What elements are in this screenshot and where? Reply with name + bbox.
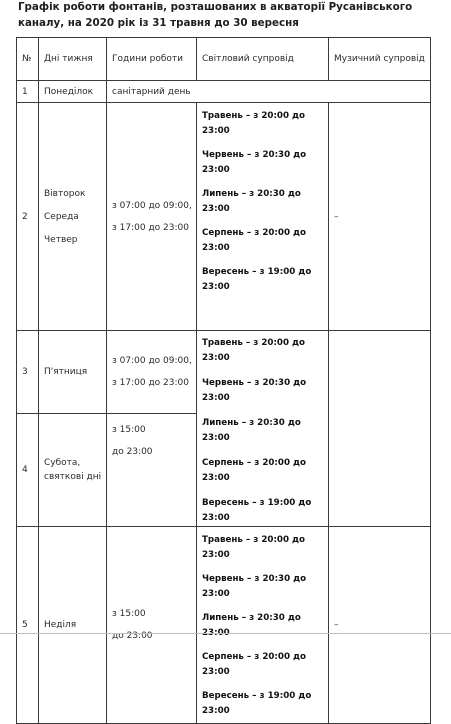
row-number: 2: [17, 103, 39, 331]
light-line: Липень – з 20:30 до 23:00: [202, 613, 301, 638]
row-music-empty: [329, 331, 431, 527]
day-name: Вівторок: [44, 188, 86, 199]
row-hours: [107, 527, 197, 724]
hours-line: з 15:00: [112, 609, 146, 619]
row-number: 4: [17, 413, 39, 526]
row-hours: [107, 413, 197, 526]
table-row: [17, 103, 431, 331]
light-line: Травень – з 20:00 до 23:00: [202, 535, 306, 560]
row-hours: [107, 331, 197, 414]
table-row: [17, 81, 431, 103]
row-light: [197, 331, 329, 527]
light-line: Червень – з 20:30 до 23:00: [202, 150, 307, 175]
light-line: Серпень – з 20:00 до 23:00: [202, 458, 307, 483]
hours-line: до 23:00: [112, 446, 153, 457]
row-music: –: [329, 103, 431, 331]
row-light: [197, 527, 329, 724]
header-light: Світловий супровід: [197, 38, 329, 81]
hours-line: з 07:00 до 09:00,: [112, 200, 192, 211]
day-name: Четвер: [44, 234, 78, 245]
light-line: Травень – з 20:00 до 23:00: [202, 338, 306, 363]
table-header-row: [17, 38, 431, 81]
header-music: Музичний супровід: [329, 38, 431, 81]
light-line: Вересень – з 19:00 до 23:00: [202, 691, 312, 716]
light-line: Вересень – з 19:00 до 23:00: [202, 267, 312, 292]
table-row: [17, 331, 431, 414]
day-name: Середа: [44, 211, 79, 222]
header-days: Дні тижня: [39, 38, 107, 81]
row-days: Понеділок: [39, 81, 107, 103]
table-row: [17, 527, 431, 724]
page-title: Графік роботи фонтанів, розташованих в акваторії Русанівського каналу, на 2020 рік із 31 травня до 30 вересня: [18, 1, 413, 29]
light-line: Червень – з 20:30 до 23:00: [202, 378, 307, 403]
light-line: Травень – з 20:00 до 23:00: [202, 111, 306, 136]
row-days: [39, 103, 107, 331]
light-line: Червень – з 20:30 до 23:00: [202, 574, 307, 599]
row-hours: [107, 103, 197, 331]
page-bottom-divider: [0, 633, 451, 634]
hours-line: з 07:00 до 09:00,: [112, 355, 192, 366]
row-days: Субота, святкові дні: [39, 413, 107, 526]
row-music: –: [329, 527, 431, 724]
row-days: П'ятниця: [39, 331, 107, 414]
hours-line: до 23:00: [112, 631, 153, 641]
hours-line: з 15:00: [112, 424, 146, 435]
light-line: Липень – з 20:30 до 23:00: [202, 418, 301, 443]
header-number: №: [17, 38, 39, 81]
light-line: Вересень – з 19:00 до 23:00: [202, 498, 312, 523]
light-line: Серпень – з 20:00 до 23:00: [202, 652, 307, 677]
hours-line: з 17:00 до 23:00: [112, 377, 189, 388]
light-line: Серпень – з 20:00 до 23:00: [202, 228, 307, 253]
hours-line: з 17:00 до 23:00: [112, 222, 189, 233]
row-number: 1: [17, 81, 39, 103]
row-number: 5: [17, 527, 39, 724]
row-days: Неділя: [39, 527, 107, 724]
row-light: [197, 103, 329, 331]
row-number: 3: [17, 331, 39, 414]
row-merged-note: санітарний день: [107, 81, 431, 103]
schedule-table: [16, 37, 431, 724]
light-line: Липень – з 20:30 до 23:00: [202, 189, 301, 214]
header-hours: Години роботи: [107, 38, 197, 81]
